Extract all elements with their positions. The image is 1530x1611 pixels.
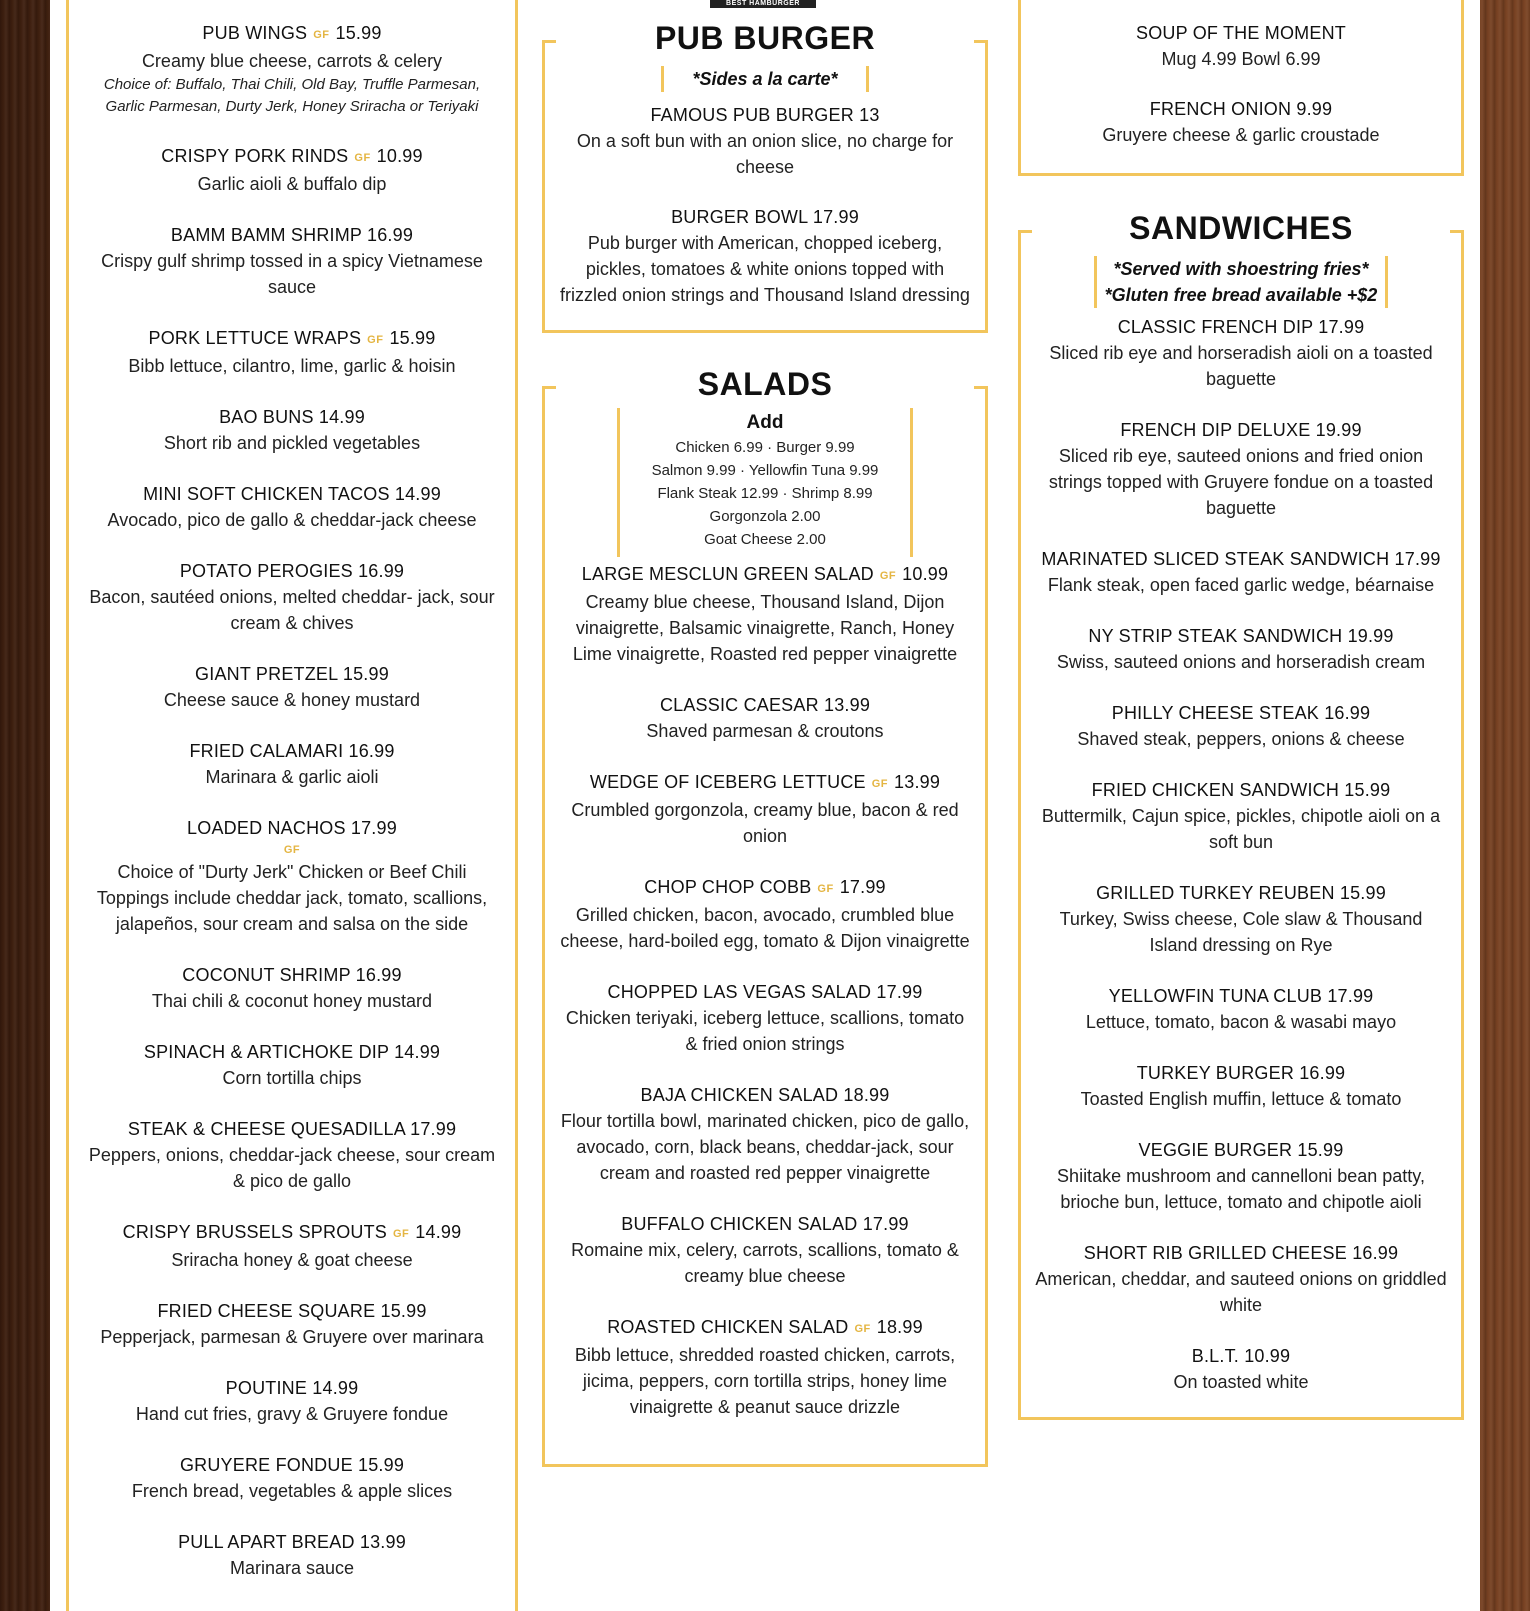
- menu-item-description: Mug 4.99 Bowl 6.99: [1161, 49, 1321, 69]
- menu-item-name: MARINATED SLICED STEAK SANDWICH: [1041, 549, 1390, 569]
- menu-item: [1035, 314, 1447, 392]
- menu-item-name: GRILLED TURKEY REUBEN: [1096, 883, 1335, 903]
- menu-item: [83, 962, 501, 1014]
- menu-item-name: BAO BUNS: [219, 407, 314, 427]
- menu-item: [1035, 1240, 1447, 1318]
- salads-list: [545, 557, 985, 1420]
- menu-item-title: [1035, 314, 1447, 340]
- menu-item-price: 16.99: [348, 741, 395, 761]
- menu-item: [559, 1082, 971, 1186]
- menu-item-title: [559, 561, 971, 589]
- menu-item-title: [559, 102, 971, 128]
- menu-item-description: Corn tortilla chips: [222, 1068, 362, 1088]
- menu-item-title: [83, 325, 501, 353]
- menu-item: [559, 692, 971, 744]
- pub-burger-title: PUB BURGER: [654, 20, 876, 56]
- gluten-free-badge: GF: [393, 1228, 410, 1240]
- menu-item-name: FRENCH ONION: [1149, 99, 1292, 119]
- gluten-free-badge: GF: [817, 883, 834, 895]
- menu-item-price: 17.99: [1327, 986, 1374, 1006]
- menu-item-name: CLASSIC CAESAR: [659, 695, 819, 715]
- sandwiches-box: [1018, 210, 1464, 1420]
- menu-page: [50, 0, 1480, 1611]
- menu-item: [83, 222, 501, 300]
- menu-item-name: TURKEY BURGER: [1136, 1063, 1295, 1083]
- menu-item: [83, 1039, 501, 1091]
- menu-item: [1035, 777, 1447, 855]
- wood-border-left: [0, 0, 50, 1611]
- menu-item-price: 17.99: [410, 1119, 457, 1139]
- menu-item: [559, 561, 971, 667]
- menu-item: [1035, 1137, 1447, 1215]
- menu-item-title: [1035, 880, 1447, 906]
- menu-item: [1035, 623, 1447, 675]
- menu-item: [83, 815, 501, 937]
- menu-item-description: Avocado, pico de gallo & cheddar-jack cheese: [107, 510, 477, 530]
- sandwiches-list: [1021, 308, 1461, 1395]
- menu-item: [83, 20, 501, 118]
- menu-item: [1035, 880, 1447, 958]
- menu-item-name: SOUP OF THE MOMENT: [1136, 23, 1346, 43]
- menu-item-title: [83, 1452, 501, 1478]
- menu-item: [83, 1375, 501, 1427]
- menu-item-title: [83, 738, 501, 764]
- appetizers-column: [66, 0, 518, 1611]
- sandwiches-subnote-fries: *Served with shoestring fries*: [1113, 259, 1369, 279]
- menu-item-title: [83, 815, 501, 841]
- menu-item-title: [83, 1529, 501, 1555]
- menu-item-title: [83, 222, 501, 248]
- best-hamburger-badge: BEST HAMBURGER: [710, 0, 816, 8]
- menu-item-name: POTATO PEROGIES: [179, 561, 353, 581]
- menu-item-name: CHOP CHOP COBB: [644, 877, 812, 897]
- menu-item-title: [1035, 1060, 1447, 1086]
- gluten-free-badge: GF: [871, 778, 889, 790]
- menu-item-description: American, cheddar, and sauteed onions on griddled white: [1035, 1269, 1447, 1315]
- menu-item-price: 13.99: [359, 1532, 406, 1552]
- menu-item: [83, 1116, 501, 1194]
- menu-item-description: Thai chili & coconut honey mustard: [151, 991, 433, 1011]
- menu-item: [83, 1529, 501, 1581]
- sandwiches-subnote-gf-bread: *Gluten free bread available +$2: [1104, 285, 1378, 305]
- menu-item-price: 17.99: [862, 1214, 909, 1234]
- menu-item-description: Sriracha honey & goat cheese: [171, 1250, 413, 1270]
- menu-item-name: BUFFALO CHICKEN SALAD: [621, 1214, 858, 1234]
- menu-item-description: Turkey, Swiss cheese, Cole slaw & Thousand Island dressing on Rye: [1059, 909, 1423, 955]
- menu-item-description: On a soft bun with an onion slice, no charge for cheese: [576, 131, 954, 177]
- menu-item-title: [559, 979, 971, 1005]
- gluten-free-badge: GF: [367, 334, 384, 346]
- menu-item-price: 16.99: [358, 561, 405, 581]
- pub-burger-subnote: *Sides a la carte*: [661, 66, 868, 92]
- menu-item-description: Grilled chicken, bacon, avocado, crumbled blue cheese, hard-boiled egg, tomato & Dijon vinaigrette: [560, 905, 970, 951]
- menu-item-price: 17.99: [839, 877, 886, 897]
- menu-item: [1035, 983, 1447, 1035]
- gluten-free-badge: GF: [283, 844, 301, 856]
- menu-item: [83, 481, 501, 533]
- menu-item-name: PHILLY CHEESE STEAK: [1111, 703, 1319, 723]
- menu-item-price: 18.99: [843, 1085, 890, 1105]
- menu-item: [83, 1219, 501, 1273]
- menu-item-description: Toasted English muffin, lettuce & tomato: [1080, 1089, 1402, 1109]
- menu-item-name: BAMM BAMM SHRIMP: [170, 225, 362, 245]
- menu-item-name: COCONUT SHRIMP: [182, 965, 351, 985]
- menu-item-name: MINI SOFT CHICKEN TACOS: [143, 484, 390, 504]
- menu-item-description: Chicken teriyaki, iceberg lettuce, scallions, tomato & fried onion strings: [565, 1008, 965, 1054]
- menu-item-name: FRIED CHEESE SQUARE: [157, 1301, 376, 1321]
- add-ons-list: [620, 436, 910, 551]
- menu-item-title: [559, 204, 971, 230]
- menu-item: [1035, 20, 1447, 72]
- menu-item-price: 16.99: [1299, 1063, 1346, 1083]
- menu-item: [1035, 546, 1447, 598]
- menu-item-name: FRIED CALAMARI: [189, 741, 344, 761]
- menu-item-name: NY STRIP STEAK SANDWICH: [1088, 626, 1343, 646]
- soups-box: [1018, 0, 1464, 176]
- menu-item-title: [559, 769, 971, 797]
- menu-item-price: 17.99: [1318, 317, 1365, 337]
- menu-item-name: LOADED NACHOS: [187, 818, 346, 838]
- menu-item-name: CRISPY BRUSSELS SPROUTS: [122, 1222, 387, 1242]
- menu-item-description: Flank steak, open faced garlic wedge, béarnaise: [1047, 575, 1435, 595]
- menu-item-title: [559, 692, 971, 718]
- menu-item-description: Choice of "Durty Jerk" Chicken or Beef Chili Toppings include cheddar jack, tomato, scallions, jalapeños, sour cream and salsa on the side: [96, 862, 488, 934]
- menu-item-description: Creamy blue cheese, carrots & celery: [141, 51, 443, 71]
- menu-item-description: Marinara & garlic aioli: [205, 767, 379, 787]
- menu-item-title: [83, 481, 501, 507]
- menu-item: [83, 661, 501, 713]
- menu-item-name: GRUYERE FONDUE: [179, 1455, 353, 1475]
- menu-item: [559, 874, 971, 954]
- salads-title: SALADS: [697, 366, 833, 402]
- menu-item: [1035, 1343, 1447, 1395]
- menu-item-description: Shiitake mushroom and cannelloni bean patty, brioche bun, lettuce, tomato and chipotle aioli: [1057, 1166, 1425, 1212]
- menu-item-name: PORK LETTUCE WRAPS: [148, 328, 362, 348]
- add-on-line: Flank Steak 12.99 · Shrimp 8.99: [657, 485, 873, 502]
- menu-item: [1035, 417, 1447, 521]
- pub-burger-list: [545, 92, 985, 308]
- menu-item-price: 17.99: [812, 207, 859, 227]
- menu-item: [83, 1452, 501, 1504]
- menu-item-description: French bread, vegetables & apple slices: [131, 1481, 453, 1501]
- menu-item-title: [83, 20, 501, 48]
- gluten-free-badge: GF: [854, 1323, 871, 1335]
- menu-item-price: 17.99: [876, 982, 923, 1002]
- menu-item-price: 16.99: [355, 965, 402, 985]
- menu-item: [559, 1211, 971, 1289]
- add-on-line: Chicken 6.99 · Burger 9.99: [675, 439, 855, 456]
- menu-item-title: [1035, 623, 1447, 649]
- menu-item-title: [559, 1082, 971, 1108]
- menu-item-title: [1035, 1343, 1447, 1369]
- sandwiches-subnote: [1094, 256, 1389, 308]
- salads-box: [542, 366, 988, 1467]
- menu-item-title: [1035, 1240, 1447, 1266]
- menu-item-name: GIANT PRETZEL: [195, 664, 338, 684]
- menu-item-title: [1035, 777, 1447, 803]
- appetizers-list: [69, 0, 515, 1581]
- menu-item-price: 10.99: [376, 146, 423, 166]
- menu-item-description: Pepperjack, parmesan & Gruyere over marinara: [100, 1327, 484, 1347]
- menu-item-price: 13: [859, 105, 880, 125]
- menu-item-price: 14.99: [318, 407, 365, 427]
- menu-item: [559, 102, 971, 180]
- menu-item-price: 14.99: [394, 1042, 441, 1062]
- menu-item-title: [1035, 20, 1447, 46]
- wood-border-right: [1480, 0, 1530, 1611]
- soups-list: [1021, 0, 1461, 148]
- menu-item: [559, 979, 971, 1057]
- menu-item-description: Crumbled gorgonzola, creamy blue, bacon & red onion: [571, 800, 959, 846]
- menu-item-price: 14.99: [312, 1378, 359, 1398]
- menu-item-price: 16.99: [1324, 703, 1371, 723]
- menu-item-description: Marinara sauce: [229, 1558, 355, 1578]
- menu-item-title: [83, 962, 501, 988]
- add-on-line: Salmon 9.99 · Yellowfin Tuna 9.99: [651, 462, 879, 479]
- menu-item-price: 10.99: [902, 564, 949, 584]
- sandwiches-title: SANDWICHES: [1129, 210, 1353, 246]
- menu-item-title: [1035, 1137, 1447, 1163]
- menu-item-description: Cheese sauce & honey mustard: [163, 690, 421, 710]
- menu-item-price: 9.99: [1296, 99, 1333, 119]
- menu-item-description: Bibb lettuce, shredded roasted chicken, carrots, jicima, peppers, corn tortilla strips, honey lime vinaigrette & peanut sauce drizzle: [574, 1345, 956, 1417]
- menu-item-description: Romaine mix, celery, carrots, scallions, tomato & creamy blue cheese: [571, 1240, 959, 1286]
- menu-item-price: 14.99: [394, 484, 441, 504]
- menu-item-description: On toasted white: [1173, 1372, 1309, 1392]
- menu-item-description: Gruyere cheese & garlic croustade: [1102, 125, 1380, 145]
- menu-item-description: Peppers, onions, cheddar-jack cheese, sour cream & pico de gallo: [88, 1145, 496, 1191]
- menu-item-title: [83, 1375, 501, 1401]
- menu-item: [83, 325, 501, 379]
- menu-item-name: BAJA CHICKEN SALAD: [640, 1085, 839, 1105]
- menu-item-price: 15.99: [1297, 1140, 1344, 1160]
- menu-item-title: [83, 1219, 501, 1247]
- menu-item-name: CLASSIC FRENCH DIP: [1117, 317, 1314, 337]
- menu-item-name: CRISPY PORK RINDS: [161, 146, 349, 166]
- menu-item-price: 17.99: [1394, 549, 1441, 569]
- menu-item-title: [1035, 546, 1447, 572]
- menu-item-name: BURGER BOWL: [671, 207, 808, 227]
- menu-item-price: 13.99: [824, 695, 871, 715]
- menu-item-description: Shaved parmesan & croutons: [646, 721, 884, 741]
- gluten-free-badge: GF: [313, 29, 330, 41]
- menu-item-price: 19.99: [1315, 420, 1362, 440]
- menu-item: [83, 738, 501, 790]
- menu-item-price: 15.99: [335, 23, 382, 43]
- menu-item-title: [559, 874, 971, 902]
- menu-item: [83, 143, 501, 197]
- menu-item-name: FRIED CHICKEN SANDWICH: [1091, 780, 1340, 800]
- menu-item-name: PUB WINGS: [202, 23, 308, 43]
- menu-item-name: LARGE MESCLUN GREEN SALAD: [581, 564, 874, 584]
- menu-item-price: 18.99: [876, 1317, 923, 1337]
- menu-item: [1035, 1060, 1447, 1112]
- menu-item: [559, 1314, 971, 1420]
- menu-item-name: VEGGIE BURGER: [1138, 1140, 1293, 1160]
- menu-item: [1035, 96, 1447, 148]
- menu-item-price: 15.99: [1339, 883, 1386, 903]
- menu-item-description: Swiss, sauteed onions and horseradish cream: [1056, 652, 1426, 672]
- menu-item-description: Pub burger with American, chopped iceberg, pickles, tomatoes & white onions topped with frizzled onion strings and Thousand Island dressing: [560, 233, 970, 305]
- menu-item-description: Bibb lettuce, cilantro, lime, garlic & hoisin: [128, 356, 456, 376]
- menu-item-description: Shaved steak, peppers, onions & cheese: [1077, 729, 1405, 749]
- add-ons-title: Add: [746, 412, 784, 433]
- menu-item: [1035, 700, 1447, 752]
- add-on-line: Goat Cheese 2.00: [704, 531, 826, 548]
- menu-item-price: 13.99: [894, 772, 941, 792]
- menu-item-description: Lettuce, tomato, bacon & wasabi mayo: [1085, 1012, 1397, 1032]
- menu-item-description: Short rib and pickled vegetables: [163, 433, 421, 453]
- menu-item: [559, 204, 971, 308]
- menu-item-name: CHOPPED LAS VEGAS SALAD: [607, 982, 872, 1002]
- menu-item-name: YELLOWFIN TUNA CLUB: [1108, 986, 1323, 1006]
- menu-item-price: 15.99: [380, 1301, 427, 1321]
- menu-item-note: Choice of: Buffalo, Thai Chili, Old Bay, Truffle Parmesan, Garlic Parmesan, Durty Jerk, Honey Sriracha or Teriyaki: [103, 76, 481, 115]
- menu-item-title: [83, 558, 501, 584]
- menu-item: [83, 1298, 501, 1350]
- menu-item-description: Garlic aioli & buffalo dip: [197, 174, 387, 194]
- menu-item-title: [83, 1298, 501, 1324]
- gluten-free-badge: GF: [879, 570, 897, 582]
- menu-item-name: ROASTED CHICKEN SALAD: [607, 1317, 849, 1337]
- menu-item-price: 15.99: [342, 664, 389, 684]
- menu-item-price: 15.99: [1344, 780, 1391, 800]
- menu-item-title: [559, 1211, 971, 1237]
- menu-item-name: B.L.T.: [1191, 1346, 1239, 1366]
- menu-item-price: 19.99: [1347, 626, 1394, 646]
- menu-item-price: 15.99: [389, 328, 436, 348]
- menu-item-description: Bacon, sautéed onions, melted cheddar- jack, sour cream & chives: [89, 587, 495, 633]
- menu-item-price: 14.99: [415, 1222, 462, 1242]
- menu-item-price: 15.99: [357, 1455, 405, 1475]
- menu-item-title: [1035, 983, 1447, 1009]
- menu-item-description: Sliced rib eye, sauteed onions and fried onion strings topped with Gruyere fondue on a toasted baguette: [1048, 446, 1434, 518]
- menu-item-price: 16.99: [1352, 1243, 1399, 1263]
- menu-item: [83, 404, 501, 456]
- menu-item-title: [1035, 700, 1447, 726]
- menu-item-price: 10.99: [1244, 1346, 1291, 1366]
- menu-item-name: FAMOUS PUB BURGER: [650, 105, 854, 125]
- menu-item-description: Hand cut fries, gravy & Gruyere fondue: [135, 1404, 449, 1424]
- menu-item-title: [83, 143, 501, 171]
- menu-item-title: [1035, 417, 1447, 443]
- gluten-free-badge: GF: [354, 152, 371, 164]
- menu-item-name: SPINACH & ARTICHOKE DIP: [143, 1042, 389, 1062]
- menu-item-description: Buttermilk, Cajun spice, pickles, chipotle aioli on a soft bun: [1041, 806, 1441, 852]
- menu-item-price: 16.99: [367, 225, 414, 245]
- menu-item-description: Sliced rib eye and horseradish aioli on a toasted baguette: [1049, 343, 1433, 389]
- menu-item-price: 17.99: [350, 818, 397, 838]
- add-on-line: Gorgonzola 2.00: [709, 508, 821, 525]
- pub-burger-box: [542, 20, 988, 333]
- menu-item-name: SHORT RIB GRILLED CHEESE: [1083, 1243, 1347, 1263]
- menu-item-title: [83, 1039, 501, 1065]
- menu-item: [559, 769, 971, 849]
- menu-item-title: [83, 404, 501, 430]
- menu-item-name: POUTINE: [225, 1378, 308, 1398]
- menu-item-title: [559, 1314, 971, 1342]
- menu-item-name: FRENCH DIP DELUXE: [1120, 420, 1311, 440]
- menu-item-name: STEAK & CHEESE QUESADILLA: [127, 1119, 405, 1139]
- menu-item-title: [1035, 96, 1447, 122]
- menu-item-name: WEDGE OF ICEBERG LETTUCE: [589, 772, 866, 792]
- menu-item-title: [83, 661, 501, 687]
- menu-item: [83, 558, 501, 636]
- menu-item-description: Flour tortilla bowl, marinated chicken, pico de gallo, avocado, corn, black beans, cheddar-jack, sour cream and roasted red pepper vinaigrette: [560, 1111, 970, 1183]
- menu-item-description: Crispy gulf shrimp tossed in a spicy Vietnamese sauce: [101, 251, 483, 297]
- menu-item-description: Creamy blue cheese, Thousand Island, Dijon vinaigrette, Balsamic vinaigrette, Ranch, Honey Lime vinaigrette, Roasted red pepper vinaigrette: [572, 592, 958, 664]
- menu-item-title: [83, 1116, 501, 1142]
- salad-add-ons: [617, 408, 913, 557]
- menu-item-name: PULL APART BREAD: [178, 1532, 355, 1552]
